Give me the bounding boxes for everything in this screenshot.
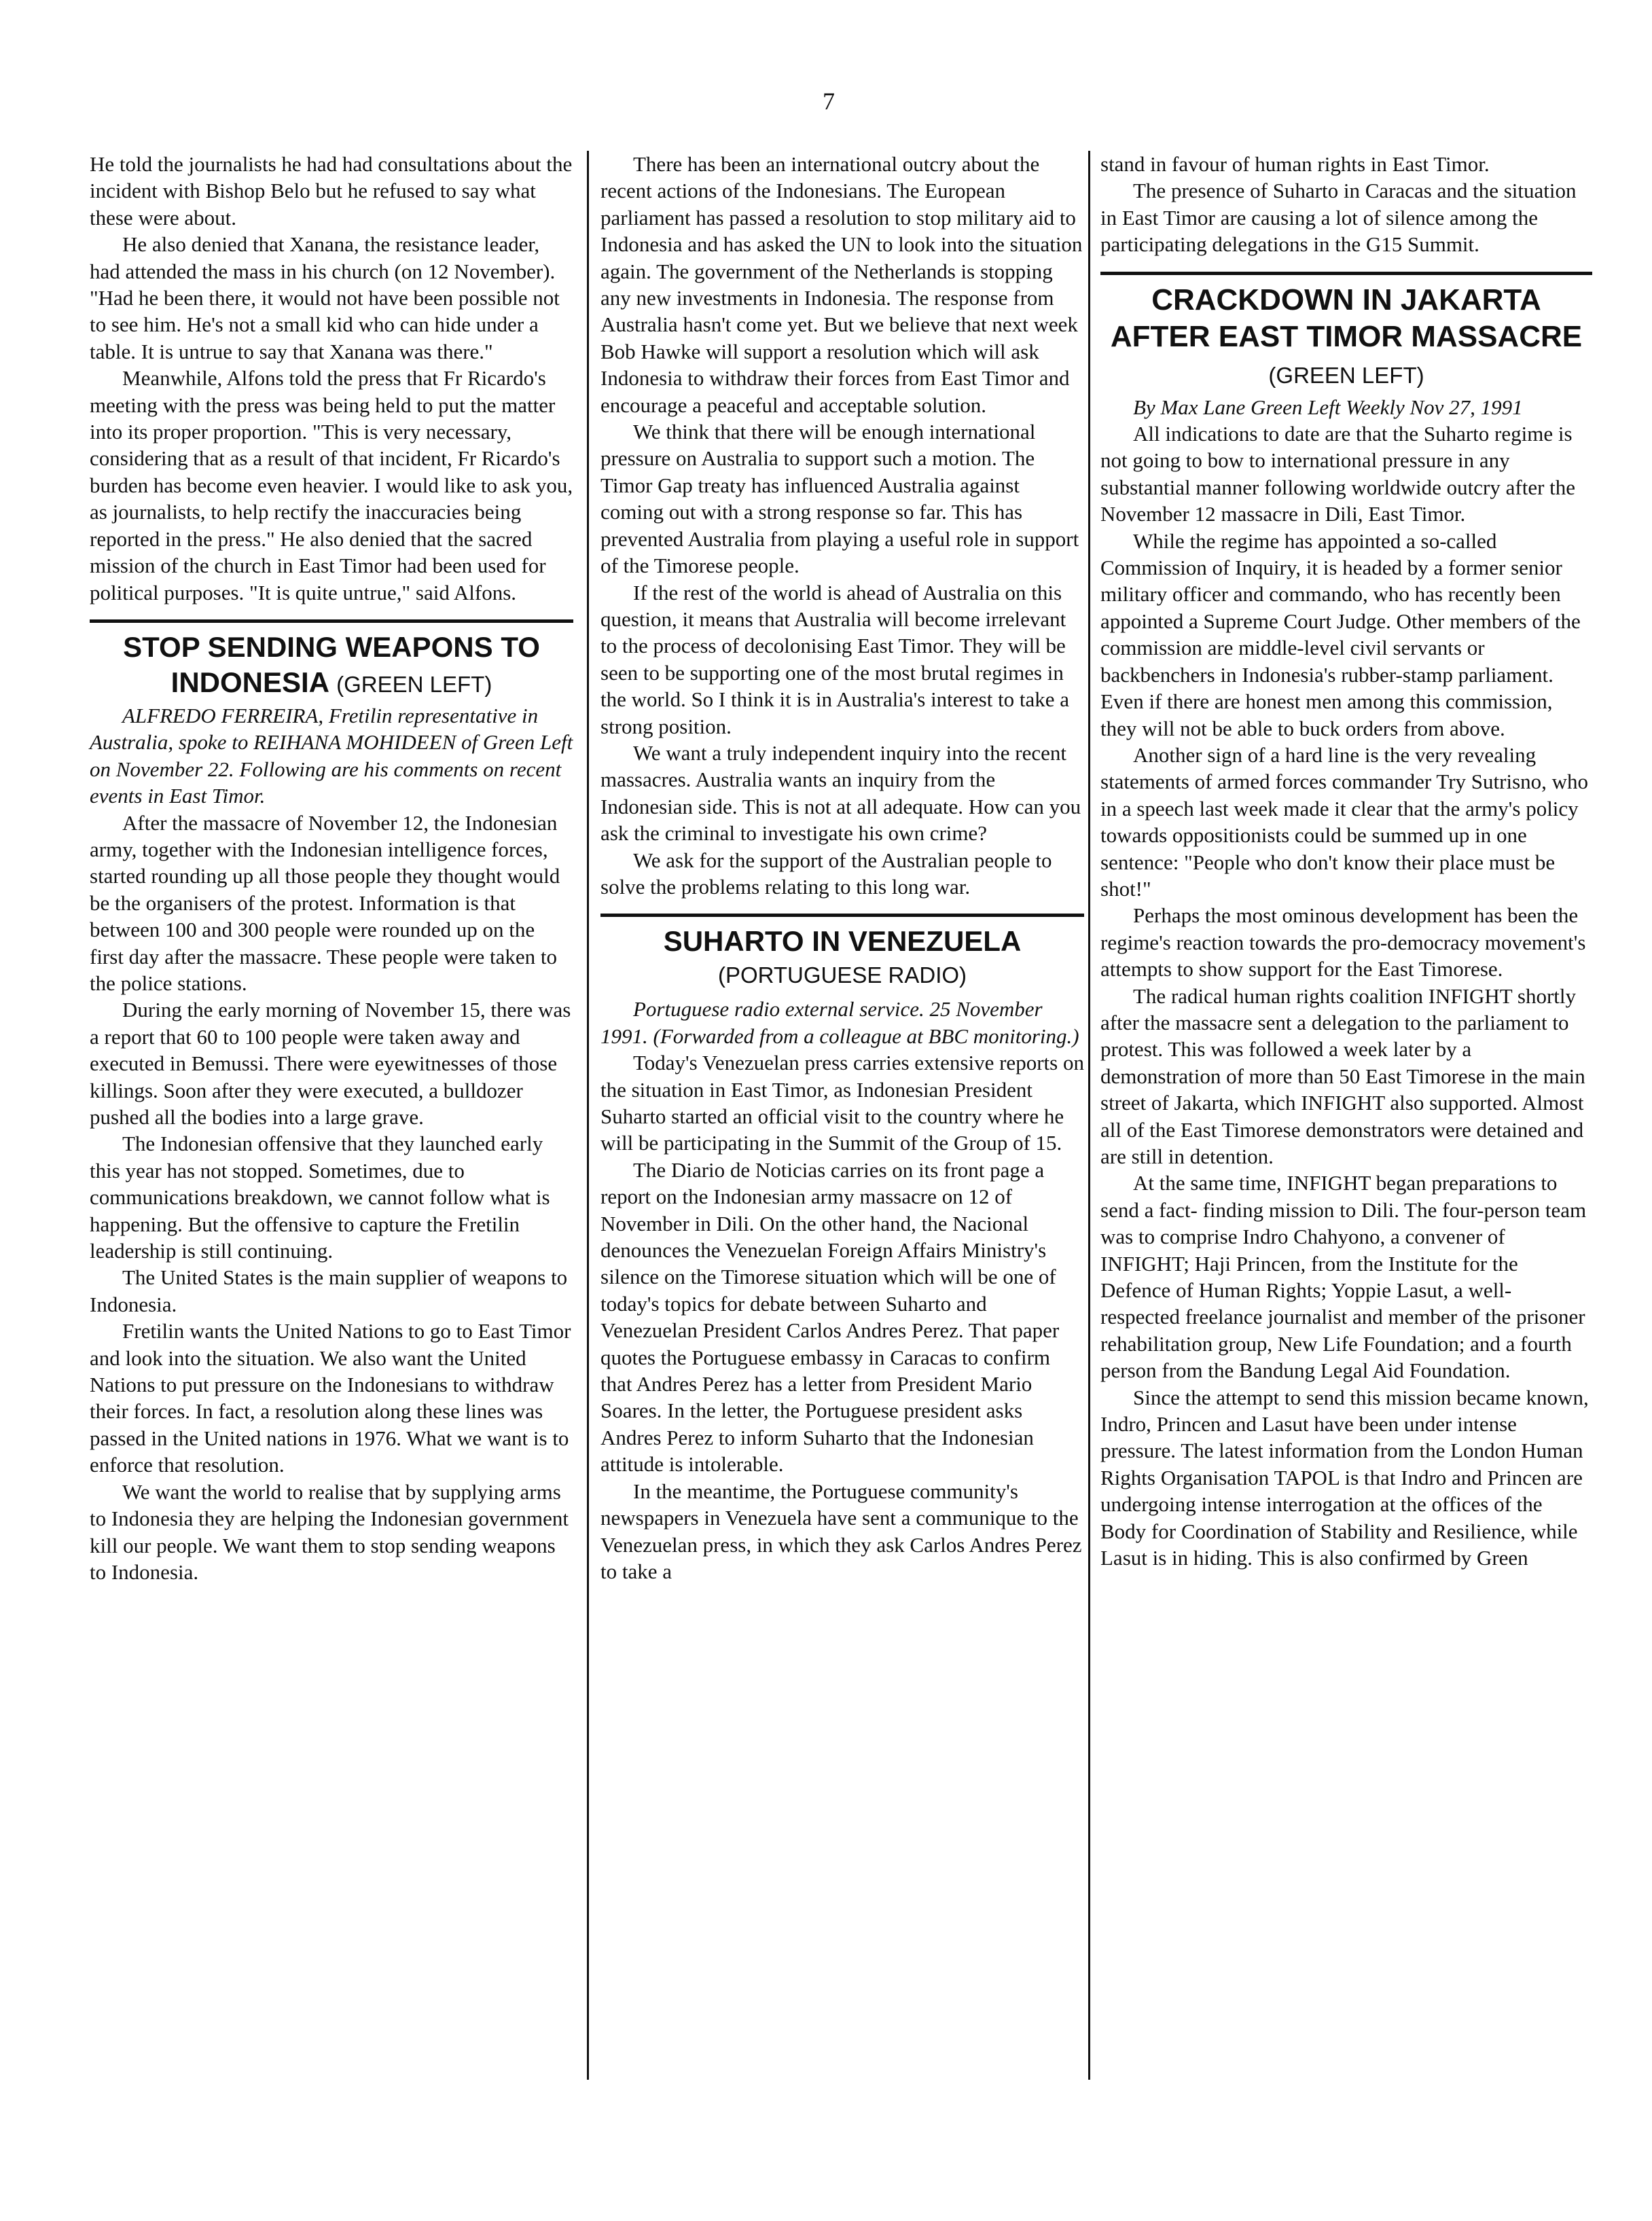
paragraph: Perhaps the most ominous development has been the regime's reaction towards the pro-democracy movement's attempts to show support for the East Timorese. xyxy=(1100,903,1586,981)
paragraph: We think that there will be enough international pressure on Australia to support such a motion. The Timor Gap treaty has influenced Australia against coming out with a strong response so far. This has prevented Australia from playing a useful role in support of the Timorese people. xyxy=(600,420,1079,578)
paragraph: While the regime has appointed a so-called Commission of Inquiry, it is headed by a former senior military officer and commando, who has recently been appointed a Supreme Court Judge. Other members of the commission are middle-level civil servants or backbenchers in Indonesia's rubber-stamp parliament. Even if there are honest men among this commission, they will not be able to buck orders from above. xyxy=(1100,528,1581,740)
paragraph: We want the world to realise that by supplying arms to Indonesia they are helping the Indonesian government kill our people. We want them to stop sending weapons to Indonesia. xyxy=(90,1479,569,1584)
article-intro: Portuguese radio external service. 25 November 1991. (Forwarded from a colleague at BBC monitoring.) xyxy=(600,997,1079,1048)
article-headline: SUHARTO IN VENEZUELA xyxy=(663,925,1022,958)
article-intro: By Max Lane Green Left Weekly Nov 27, 1991 xyxy=(1133,395,1523,419)
paragraph: Today's Venezuelan press carries extensive reports on the situation in East Timor, as Indonesian President Suharto started an official visit to the country where he will be participating in the Summit of the Group of 15. xyxy=(600,1051,1084,1155)
paragraph: If the rest of the world is ahead of Australia on this question, it means that Australia will become irrelevant to the process of decolonising East Timor. They will be seen to be supporting one of the most brutal regimes in the world. So I think it is in Australia's interest to take a strong position. xyxy=(600,580,1070,738)
section-rule xyxy=(1100,272,1592,275)
paragraph: The presence of Suharto in Caracas and the situation in East Timor are causing a lot of silence among the participating delegations in the G15 Summit. xyxy=(1100,179,1577,257)
section-rule xyxy=(90,619,573,623)
paragraph: He told the journalists he had had consultations about the incident with Bishop Belo but he refused to say what these were about. xyxy=(90,152,573,230)
article-intro: ALFREDO FERREIRA, Fretilin representative in Australia, spoke to REIHANA MOHIDEEN of Green Left on November 22. Following are his comments on recent events in East Timor. xyxy=(90,703,573,808)
column-divider xyxy=(1088,151,1090,2080)
article-headline xyxy=(90,630,573,702)
paragraph: In the meantime, the Portuguese community's newspapers in Venezuela have sent a communique to the Venezuelan press, in which they ask Carlos Andres Perez to take a xyxy=(600,1479,1082,1583)
paragraph: stand in favour of human rights in East Timor. xyxy=(1100,152,1490,176)
paragraph: He also denied that Xanana, the resistance leader, had attended the mass in his church (on 12 November). "Had he been there, it would not have been possible not to see him. He's not a small kid who can hide under a table. It is untrue to say that Xanana was there." xyxy=(90,232,560,363)
paragraph: Fretilin wants the United Nations to go to East Timor and look into the situation. We also want the United Nations to put pressure on the Indonesians to withdraw their forces. In fact, a resolution along these lines was passed in the United nations in 1976. What we want is to enforce that resolution. xyxy=(90,1319,571,1477)
paragraph: The United States is the main supplier of weapons to Indonesia. xyxy=(90,1265,568,1316)
column-2 xyxy=(600,151,1084,1585)
page-number: 7 xyxy=(823,88,835,115)
headline-text: STOP SENDING WEAPONS TO INDONESIA xyxy=(123,630,540,698)
paragraph: Since the attempt to send this mission became known, Indro, Princen and Lasut have been under intense pressure. The latest information from the London Human Rights Organisation TAPOL is that Indro and Princen are undergoing intense interrogation at the offices of the Body for Coordination of Stability and Resilience, while Lasut is in hiding. This is also confirmed by Green xyxy=(1100,1385,1589,1570)
paragraph: The Indonesian offensive that they launched early this year has not stopped. Sometimes, due to communications breakdown, we cannot follow what is happening. But the offensive to capture the Fretilin leadership is still continuing. xyxy=(90,1132,550,1263)
paragraph: During the early morning of November 15, there was a report that 60 to 100 people were taken away and executed in Bemussi. There were eyewitnesses of those killings. Soon after they were executed, a bulldozer pushed all the bodies into a large grave. xyxy=(90,998,571,1129)
paragraph: At the same time, INFIGHT began preparations to send a fact- finding mission to Dili. The four-person team was to comprise Indro Chahyono, a convener of INFIGHT; Haji Princen, from the Institute for the Defence of Human Rights; Yoppie Lasut, a well- respected freelance journalist and member of the prisoner rehabilitation group, New Life Foundation; and a fourth person from the Bandung Legal Aid Foundation. xyxy=(1100,1171,1587,1383)
headline-text: CRACKDOWN IN JAKARTA AFTER EAST TIMOR MASSACRE xyxy=(1110,283,1583,353)
paragraph: We want a truly independent inquiry into the recent massacres. Australia wants an inquiry from the Indonesian side. This is not at all adequate. How can you ask the criminal to investigate his own crime? xyxy=(600,740,1081,846)
headline-source: (PORTUGUESE RADIO) xyxy=(717,962,967,988)
paragraph: The Diario de Noticias carries on its front page a report on the Indonesian army massacre on 12 of November in Dili. On the other hand, the Nacional denounces the Venezuelan Foreign Affairs Ministry's silence on the Timorese situation which will be one of today's topics for debate between Suharto and Venezuelan President Carlos Andres Perez. That paper quotes the Portuguese embassy in Caracas to confirm that Andres Perez has a letter from President Mario Soares. In the letter, the Portuguese president asks Andres Perez to inform Suharto that the Indonesian attitude is intolerable. xyxy=(600,1157,1060,1477)
paragraph: Meanwhile, Alfons told the press that Fr Ricardo's meeting with the press was being held to put the matter into its proper proportion. "This is very necessary, considering that as a result of that incident, Fr Ricardo's burden has become even heavier. I would like to ask you, as journalists, to help rectify the inaccuracies being reported in the press." He also denied that the sacred mission of the church in East Timor had been used for political purposes. "It is quite untrue," said Alfons. xyxy=(90,366,573,604)
section-rule xyxy=(600,914,1084,917)
article-headline xyxy=(1100,282,1592,394)
headline-source: (GREEN LEFT) xyxy=(1268,362,1424,388)
paragraph: We ask for the support of the Australian people to solve the problems relating to this long war. xyxy=(600,848,1052,899)
column-divider xyxy=(587,151,589,2080)
paragraph: All indications to date are that the Suharto regime is not going to bow to international pressure in any substantial manner following worldwide outcry after the November 12 massacre in Dili, East Timor. xyxy=(1100,422,1576,526)
column-3 xyxy=(1100,151,1592,1572)
column-1 xyxy=(90,151,573,1585)
paragraph: After the massacre of November 12, the Indonesian army, together with the Indonesian intelligence forces, started rounding up all those people they thought would be the organisers of the protest. Information is that between 100 and 300 people were rounded up on the first day after the massacre. These people were taken to the police stations. xyxy=(90,810,560,995)
paragraph: The radical human rights coalition INFIGHT shortly after the massacre sent a delegation to the parliament to protest. This was followed a week later by a demonstration of more than 50 East Timorese in the main street of Jakarta, which INFIGHT also supported. Almost all of the East Timorese demonstrators were detained and are still in detention. xyxy=(1100,983,1585,1168)
headline-source: (GREEN LEFT) xyxy=(336,671,492,697)
paragraph: There has been an international outcry about the recent actions of the Indonesians. The European parliament has passed a resolution to stop military aid to Indonesia and has asked the UN to look into the situation again. The government of the Netherlands is stopping any new investments in Indonesia. The response from Australia hasn't come yet. But we believe that next week Bob Hawke will support a resolution which will ask Indonesia to withdraw their forces from East Timor and encourage a peaceful and acceptable solution. xyxy=(600,152,1083,417)
paragraph: Another sign of a hard line is the very revealing statements of armed forces commander Try Sutrisno, who in a speech last week made it clear that the army's policy towards oppositionists could be summed up in one sentence: "People who don't know their place must be shot!" xyxy=(1100,742,1589,901)
